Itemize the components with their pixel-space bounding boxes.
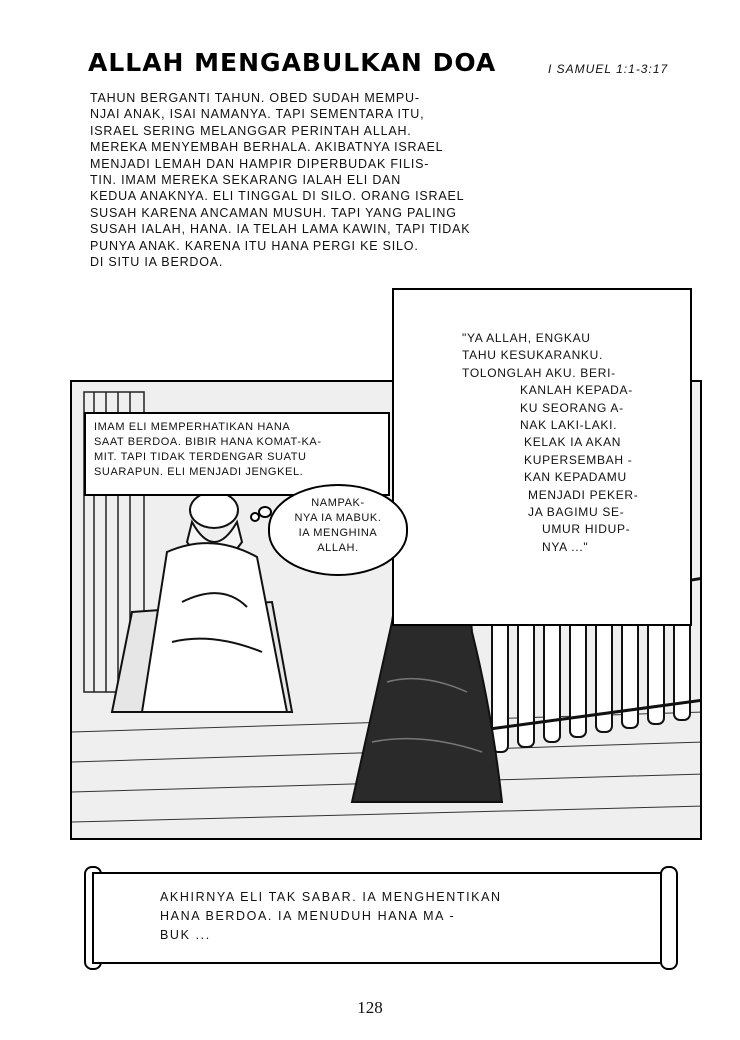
caption-line: MIT. TAPI TIDAK TERDENGAR SUATU: [94, 451, 307, 463]
prayer-line: "YA ALLAH, ENGKAU: [462, 331, 591, 345]
caption-line: IMAM ELI MEMPERHATIKAN HANA: [94, 421, 291, 433]
intro-line: DI SITU IA BERDOA.: [90, 255, 224, 270]
prayer-line: UMUR HIDUP-: [542, 522, 631, 537]
prayer-line: TAHU KESUKARANKU.: [462, 348, 604, 363]
thought-line: NYA IA MABUK.: [294, 512, 382, 524]
bottom-caption-line: BUK ...: [160, 928, 211, 942]
prayer-line: JA BAGIMU SE-: [528, 505, 625, 520]
intro-line: SUSAH IALAH, HANA. IA TELAH LAMA KAWIN, TAPI TIDAK: [90, 222, 471, 237]
intro-line: KEDUA ANAKNYA. ELI TINGGAL DI SILO. ORANG ISRAEL: [90, 189, 465, 204]
intro-line: MEREKA MENYEMBAH BERHALA. AKIBATNYA ISRAEL: [90, 140, 444, 155]
intro-line: TIN. IMAM MEREKA SEKARANG IALAH ELI DAN: [90, 173, 402, 188]
intro-narration: [90, 90, 570, 270]
prayer-line: KANLAH KEPADA-: [520, 383, 633, 398]
intro-line: TAHUN BERGANTI TAHUN. OBED SUDAH MEMPU-: [90, 91, 420, 105]
scroll-roll-right: [660, 866, 678, 970]
page-number: 128: [357, 998, 383, 1017]
scripture-reference: I SAMUEL 1:1-3:17: [548, 62, 669, 76]
prayer-line: KUPERSEMBAH -: [524, 452, 633, 467]
caption-line: SUARAPUN. ELI MENJADI JENGKEL.: [94, 466, 304, 478]
thought-line: IA MENGHINA: [298, 527, 378, 539]
bottom-caption-line: HANA BERDOA. IA MENUDUH HANA MA -: [160, 909, 456, 923]
page-title: ALLAH MENGABULKAN DOA: [88, 48, 497, 77]
bottom-caption-line: AKHIRNYA ELI TAK SABAR. IA MENGHENTIKAN: [160, 890, 502, 904]
prayer-line: TOLONGLAH AKU. BERI-: [462, 365, 616, 380]
prayer-line: KAN KEPADAMU: [524, 470, 627, 485]
prayer-line: NAK LAKI-LAKI.: [520, 418, 618, 433]
caption-line: SAAT BERDOA. BIBIR HANA KOMAT-KA-: [94, 436, 322, 448]
prayer-line: MENJADI PEKER-: [528, 487, 639, 502]
intro-line: PUNYA ANAK. KARENA ITU HANA PERGI KE SILO.: [90, 238, 419, 253]
prayer-line: KU SEORANG A-: [520, 400, 624, 415]
thought-line: NAMPAK-: [311, 497, 365, 509]
intro-line: ISRAEL SERING MELANGGAR PERINTAH ALLAH.: [90, 123, 412, 138]
intro-line: NJAI ANAK, ISAI NAMANYA. TAPI SEMENTARA ITU,: [90, 107, 425, 122]
thought-line: ALLAH.: [317, 542, 359, 554]
bottom-caption-text: [160, 888, 640, 945]
intro-line: SUSAH KARENA ANCAMAN MUSUH. TAPI YANG PALING: [90, 205, 457, 220]
thought-balloon: [268, 484, 408, 576]
prayer-line: NYA ...": [542, 539, 589, 554]
intro-line: MENJADI LEMAH DAN HAMPIR DIPERBUDAK FILIS-: [90, 156, 430, 171]
prayer-speech: [462, 330, 692, 556]
prayer-line: KELAK IA AKAN: [524, 435, 622, 450]
